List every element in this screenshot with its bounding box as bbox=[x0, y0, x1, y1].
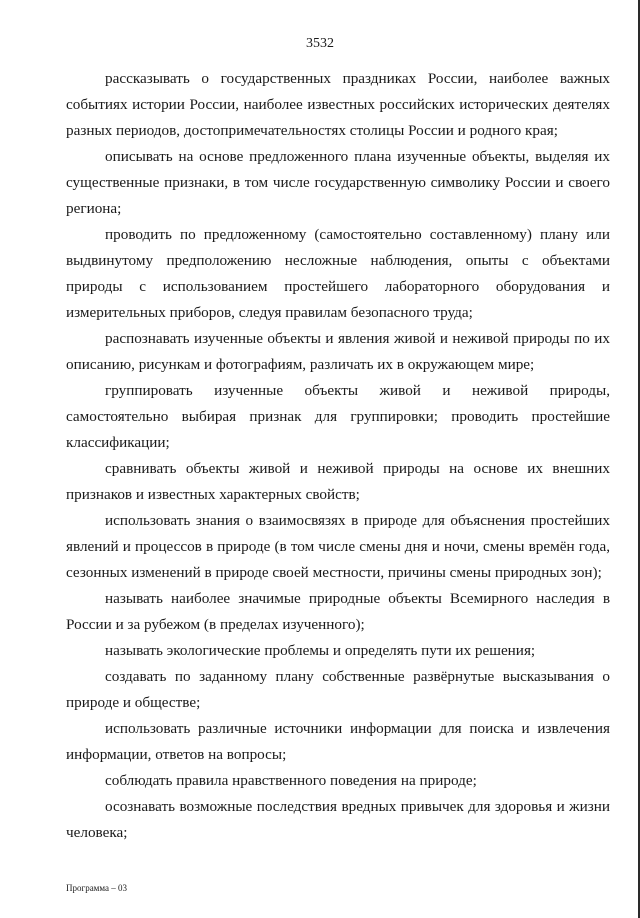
paragraph: описывать на основе предложенного плана изученные объекты, выделяя их существенные признаки, в том числе государственную символику России и своего региона; bbox=[66, 148, 610, 217]
paragraph: создавать по заданному плану собственные развёрнутые высказывания о природе и обществе; bbox=[66, 668, 610, 711]
document-body bbox=[66, 66, 610, 846]
paragraph: использовать знания о взаимосвязях в природе для объяснения простейших явлений и процессов в природе (в том числе смены дня и ночи, смены времён года, сезонных изменений в природе своей местности, причины смены природных зон); bbox=[66, 512, 610, 581]
paragraph: использовать различные источники информации для поиска и извлечения информации, ответов на вопросы; bbox=[66, 720, 610, 763]
paragraph: называть наиболее значимые природные объекты Всемирного наследия в России и за рубежом (в пределах изученного); bbox=[66, 590, 610, 633]
paragraph: соблюдать правила нравственного поведения на природе; bbox=[105, 772, 477, 789]
paragraph: сравнивать объекты живой и неживой природы на основе их внешних признаков и известных характерных свойств; bbox=[66, 460, 610, 503]
paragraph: называть экологические проблемы и определять пути их решения; bbox=[105, 642, 536, 659]
paragraph: рассказывать о государственных праздниках России, наиболее важных событиях истории России, наиболее известных российских исторических деятелях разных периодов, достопримечательностях столицы России и родного края; bbox=[66, 70, 610, 139]
paragraph: осознавать возможные последствия вредных привычек для здоровья и жизни человека; bbox=[66, 798, 610, 841]
footer-label: Программа – 03 bbox=[66, 883, 128, 893]
paragraph: распознавать изученные объекты и явления живой и неживой природы по их описанию, рисункам и фотографиям, различать их в окружающем мире; bbox=[66, 330, 610, 373]
page-number: 3532 bbox=[306, 36, 334, 51]
paragraph: группировать изученные объекты живой и неживой природы, самостоятельно выбирая признак для группировки; проводить простейшие классификации; bbox=[66, 382, 610, 451]
paragraph: проводить по предложенному (самостоятельно составленному) плану или выдвинутому предположению несложные наблюдения, опыты с объектами природы с использованием простейшего лабораторного оборудования и измерительных приборов, следуя правилам безопасного труда; bbox=[66, 226, 610, 321]
